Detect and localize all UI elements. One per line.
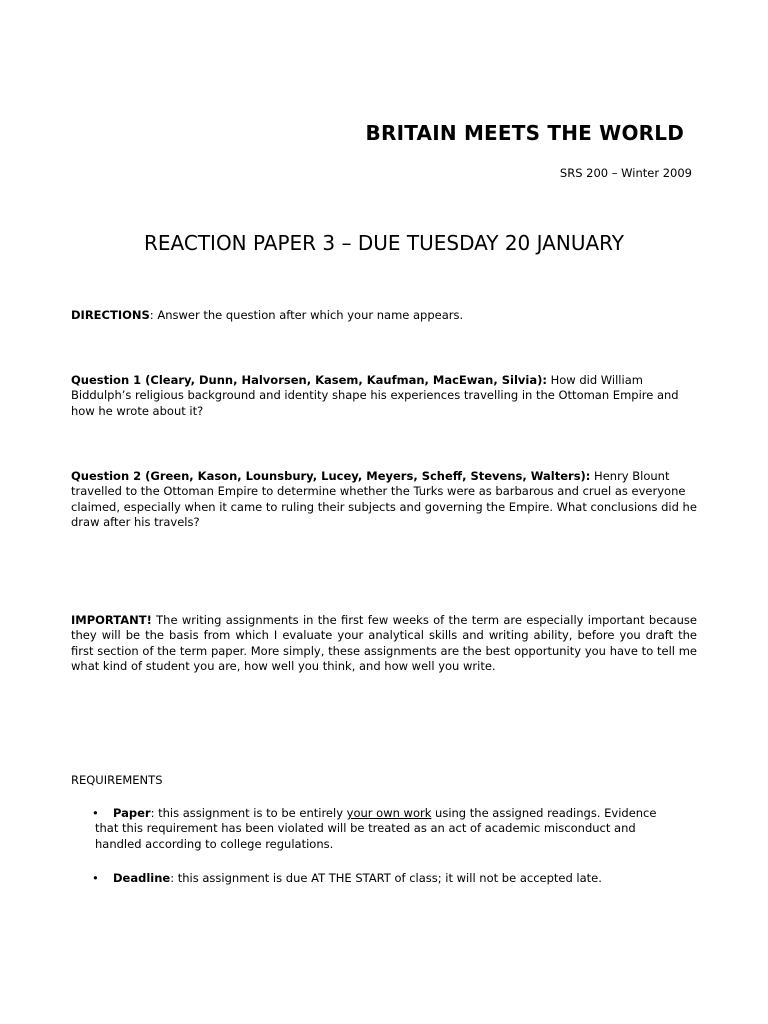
assignment-title: REACTION PAPER 3 – DUE TUESDAY 20 JANUARY xyxy=(144,231,624,255)
requirement-text: : this assignment is to be entirely xyxy=(150,806,347,820)
requirement-label: Paper xyxy=(113,806,151,820)
important-text: The writing assignments in the first few weeks of the term are especially important because they will be the basis from which I evaluate your analytical skills and writing ability, before you draft the first section of the term paper. More simply, these assignments are the best opportunity you have to tell me what kind of student you are, how well you think, and how well you write. xyxy=(71,613,697,673)
question-1-text: How did William Biddulph’s religious background and identity shape his experiences travelling in the Ottoman Empire and how he wrote about it? xyxy=(71,373,679,418)
requirement-underlined-text: your own work xyxy=(346,806,432,820)
directions-text: : Answer the question after which your name appears. xyxy=(149,308,464,322)
directions-label: DIRECTIONS xyxy=(71,308,150,322)
question-1-paragraph xyxy=(71,373,697,419)
question-2-label: Question 2 (Green, Kason, Lounsbury, Lucey, Meyers, Scheff, Stevens, Walters): xyxy=(71,469,591,483)
question-1-label: Question 1 (Cleary, Dunn, Halvorsen, Kasem, Kaufman, MacEwan, Silvia): xyxy=(71,373,547,387)
question-2-text: Henry Blount travelled to the Ottoman Empire to determine whether the Turks were as barbarous and cruel as everyone claimed, especially when it came to ruling their subjects and governing the Empire. What conclusions did he draw after his travels? xyxy=(71,469,697,529)
question-2-paragraph xyxy=(71,469,697,530)
requirement-item-paper xyxy=(92,806,675,852)
requirements-heading: REQUIREMENTS xyxy=(71,773,163,787)
requirement-item-deadline xyxy=(92,871,675,886)
directions-paragraph xyxy=(71,308,697,323)
important-label: IMPORTANT! xyxy=(71,613,152,627)
requirement-label: Deadline xyxy=(113,871,171,885)
requirement-text-continued: using the assigned readings. Evidence that this requirement has been violated will be treated as an act of academic misconduct and handled according to college regulations. xyxy=(95,806,657,851)
course-info: SRS 200 – Winter 2009 xyxy=(559,166,692,180)
important-paragraph xyxy=(71,613,697,674)
document-title: BRITAIN MEETS THE WORLD xyxy=(365,121,684,145)
bullet-icon: • xyxy=(92,871,99,885)
bullet-icon: • xyxy=(92,806,99,820)
requirement-text: : this assignment is due AT THE START of class; it will not be accepted late. xyxy=(170,871,602,885)
